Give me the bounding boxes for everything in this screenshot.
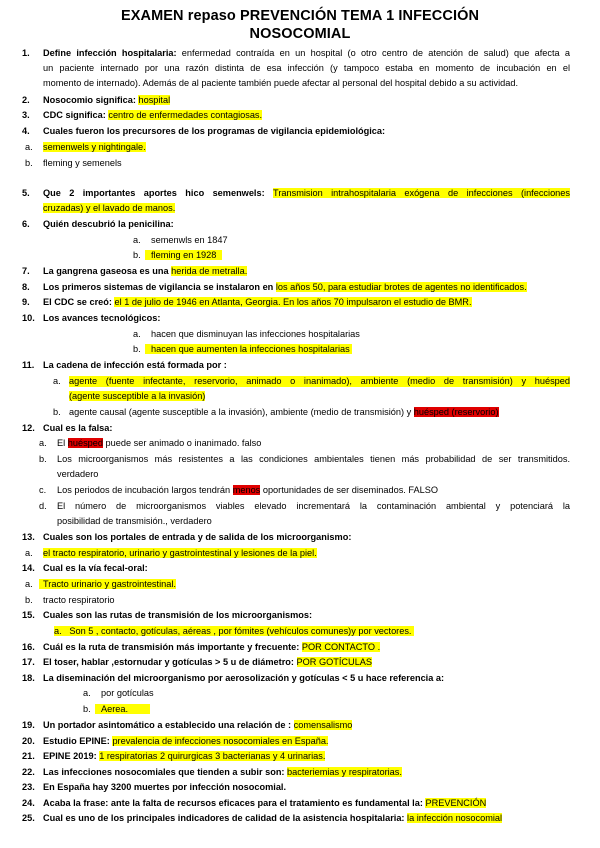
option-d-line-2: posibilidad de transmisión., verdadero bbox=[57, 516, 212, 526]
option-a bbox=[39, 579, 176, 590]
question-text: El toser, hablar ,estornudar y gotículas > 5 u de diámetro: bbox=[43, 657, 297, 667]
option-text: agente causal (agente susceptible a la invasión), ambiente (medio de transmisión) y bbox=[69, 407, 414, 417]
question-number: 13. bbox=[22, 532, 35, 542]
option-c bbox=[57, 485, 438, 496]
option-a-line-2 bbox=[69, 391, 205, 402]
document-title-line-1: EXAMEN repaso PREVENCIÓN TEMA 1 INFECCIÓN bbox=[120, 8, 480, 24]
answer-highlight: los años 50, para estudiar brotes de agentes no identificados. bbox=[275, 282, 527, 292]
option-text: El bbox=[57, 438, 68, 448]
question-text: Define infección hospitalaria: bbox=[43, 48, 177, 58]
option-text: puede ser animado o inanimado. falso bbox=[103, 438, 262, 448]
option-a bbox=[54, 626, 414, 637]
option-a: por gotículas bbox=[101, 688, 154, 698]
question-number: 19. bbox=[22, 720, 35, 730]
option-label: b. bbox=[25, 158, 33, 168]
question-number: 4. bbox=[22, 126, 30, 136]
answer-highlight: comensalismo bbox=[293, 720, 353, 730]
question-text: CDC significa: bbox=[43, 110, 109, 120]
question-number: 5. bbox=[22, 188, 30, 198]
option-a: hacen que disminuyan las infecciones hospitalarias bbox=[151, 329, 360, 339]
option-text: Los periodos de incubación largos tendrán bbox=[57, 485, 233, 495]
option-label: c. bbox=[39, 485, 47, 495]
question-number: 18. bbox=[22, 673, 35, 683]
answer-highlight: cruzadas) y el lavado de manos. bbox=[43, 203, 176, 213]
question-17 bbox=[43, 657, 372, 668]
question-text: Cual es uno de los principales indicadores de calidad de la asistencia hospitalaria: bbox=[43, 813, 408, 823]
question-9 bbox=[43, 297, 472, 308]
option-a bbox=[43, 548, 317, 559]
option-b bbox=[95, 704, 150, 715]
question-number: 7. bbox=[22, 266, 30, 276]
question-number: 20. bbox=[22, 736, 35, 746]
document-title-line-2: NOSOCOMIAL bbox=[249, 26, 351, 42]
answer-highlight: Tracto urinario y gastrointestinal. bbox=[39, 579, 176, 589]
question-text: El CDC se creó: bbox=[43, 297, 115, 307]
answer-highlight: el tracto respiratorio, urinario y gastrointestinal y lesiones de la piel. bbox=[43, 548, 317, 558]
option-d-line-1: El número de microorganismos viables elevado incrementará la contaminación ambiental y potenciará la bbox=[57, 501, 570, 511]
option-a: semenwls en 1847 bbox=[151, 235, 228, 245]
option-label: b. bbox=[39, 454, 47, 464]
question-number: 14. bbox=[22, 563, 35, 573]
answer-highlight: hacen que aumenten la infecciones hospitalarias bbox=[145, 344, 352, 354]
answer-highlight: el 1 de julio de 1946 en Atlanta, Georgia. En los años 70 impulsaron el estudio de BMR. bbox=[114, 297, 472, 307]
question-20 bbox=[43, 736, 328, 747]
question-22 bbox=[43, 767, 402, 778]
question-text: Que 2 importantes aportes hico semenwels: bbox=[43, 188, 274, 198]
question-number: 6. bbox=[22, 219, 30, 229]
option-a bbox=[43, 142, 146, 153]
question-number: 25. bbox=[22, 813, 35, 823]
question-24 bbox=[43, 798, 486, 809]
question-text: Nosocomio significa: bbox=[43, 95, 139, 105]
answer-highlight: (agente susceptible a la invasión) bbox=[69, 391, 206, 401]
option-b: fleming y semenels bbox=[43, 158, 122, 168]
question-23-text: En España hay 3200 muertes por infección nosocomial. bbox=[43, 782, 287, 792]
question-4-text: Cuales fueron los precursores de los programas de vigilancia epidemiológica: bbox=[43, 126, 386, 136]
question-text: Cuál es la ruta de transmisión más importante y frecuente: bbox=[43, 642, 302, 652]
question-15-text: Cuales son las rutas de transmisión de los microorganismos: bbox=[43, 610, 313, 620]
question-2 bbox=[43, 95, 170, 106]
answer-highlight: prevalencia de infecciones nosocomiales en España. bbox=[112, 736, 329, 746]
option-label: a. bbox=[25, 142, 33, 152]
question-5-line-1 bbox=[43, 188, 570, 199]
question-25 bbox=[43, 813, 502, 824]
question-number: 21. bbox=[22, 751, 35, 761]
question-number: 3. bbox=[22, 110, 30, 120]
question-number: 1. bbox=[22, 48, 30, 58]
question-5-line-2 bbox=[43, 203, 175, 214]
option-b-line-2: verdadero bbox=[57, 469, 99, 479]
answer-highlight: POR CONTACTO . bbox=[301, 642, 381, 652]
question-number: 9. bbox=[22, 297, 30, 307]
option-label: a. bbox=[25, 579, 33, 589]
question-1-line-1 bbox=[43, 48, 570, 59]
answer-highlight: bacteriemias y respiratorias. bbox=[287, 767, 402, 777]
question-number: 15. bbox=[22, 610, 35, 620]
red-highlight: menos bbox=[232, 485, 261, 495]
question-text: Las infecciones nosocomiales que tienden a subir son: bbox=[43, 767, 288, 777]
question-21 bbox=[43, 751, 325, 762]
answer-highlight: centro de enfermedades contagiosas. bbox=[108, 110, 263, 120]
answer-highlight: Aerea. bbox=[95, 704, 150, 714]
answer-text: Son 5 , contacto, gotículas, aéreas , por fómites (vehículos comunes)y por vectores. bbox=[69, 626, 412, 636]
question-text: Estudio EPINE: bbox=[43, 736, 113, 746]
option-a-line-1: agente (fuente infectante, reservorio, animado o inanimado), ambiente (medio de transmisión) y huésped bbox=[69, 376, 570, 386]
option-label: b. bbox=[133, 250, 141, 260]
answer-text: enfermedad contraída en un hospital (o otro centro de atención de salud) que afecta a bbox=[176, 48, 570, 58]
question-14-text: Cual es la vía fecal-oral: bbox=[43, 563, 148, 573]
question-11-text: La cadena de infección está formada por : bbox=[43, 360, 227, 370]
option-label: b. bbox=[25, 595, 33, 605]
answer-highlight: semenwels y nightingale. bbox=[43, 142, 146, 152]
question-text: Acaba la frase: ante la falta de recursos eficaces para el tratamiento es fundamental la: bbox=[43, 798, 426, 808]
question-7 bbox=[43, 266, 247, 277]
option-b-line-1: Los microorganismos más resistentes a las condiciones ambientales tienen más probabilidad de ser transmitidos. bbox=[57, 454, 570, 464]
option-label: d. bbox=[39, 501, 47, 511]
option-text: oportunidades de ser diseminados. FALSO bbox=[260, 485, 439, 495]
answer-highlight: herida de metralla. bbox=[171, 266, 248, 276]
answer-highlight bbox=[54, 626, 414, 636]
option-label: b. bbox=[133, 344, 141, 354]
question-8 bbox=[43, 282, 527, 293]
option-label: a. bbox=[25, 548, 33, 558]
question-16 bbox=[43, 642, 380, 653]
option-b bbox=[145, 344, 352, 355]
question-19 bbox=[43, 720, 352, 731]
question-text: La gangrena gaseosa es una bbox=[43, 266, 172, 276]
option-label: a. bbox=[133, 235, 141, 245]
question-number: 22. bbox=[22, 767, 35, 777]
question-text: EPINE 2019: bbox=[43, 751, 100, 761]
option-label: a. bbox=[53, 376, 61, 386]
question-number: 8. bbox=[22, 282, 30, 292]
answer-highlight: la infección nosocomial bbox=[407, 813, 503, 823]
question-3 bbox=[43, 110, 262, 121]
answer-highlight: fleming en 1928 bbox=[145, 250, 222, 260]
option-label: b. bbox=[83, 704, 91, 714]
question-13-text: Cuales son los portales de entrada y de salida de los microorganismo: bbox=[43, 532, 352, 542]
red-highlight: huésped bbox=[67, 438, 103, 448]
question-12-text: Cual es la falsa: bbox=[43, 423, 113, 433]
option-label: a. bbox=[133, 329, 141, 339]
question-number: 23. bbox=[22, 782, 35, 792]
option-label: a. bbox=[83, 688, 91, 698]
answer-highlight: hospital bbox=[138, 95, 171, 105]
question-number: 24. bbox=[22, 798, 35, 808]
question-number: 10. bbox=[22, 313, 35, 323]
option-label: a. bbox=[39, 438, 47, 448]
question-number: 12. bbox=[22, 423, 35, 433]
question-number: 16. bbox=[22, 642, 35, 652]
option-b bbox=[69, 407, 499, 418]
question-1-line-2: un paciente internado por una razón distinta de esa infección (y tampoco estaba en momento de incubación en el bbox=[43, 63, 570, 73]
question-10-text: Los avances tecnológicos: bbox=[43, 313, 161, 323]
option-label: a. bbox=[54, 626, 62, 636]
question-6-text: Quién descubrió la penicilina: bbox=[43, 219, 174, 229]
option-b bbox=[145, 250, 222, 261]
question-text: Un portador asintomático a establecido una relación de : bbox=[43, 720, 294, 730]
red-highlight: huésped (reservorio) bbox=[413, 407, 499, 417]
option-b: tracto respiratorio bbox=[43, 595, 115, 605]
question-number: 17. bbox=[22, 657, 35, 667]
option-a bbox=[57, 438, 261, 449]
question-1-line-3: momento de internado). Además de al paciente también puede afectar al personal del hospital debido a su actividad. bbox=[43, 78, 518, 88]
question-18-text: La diseminación del microorganismo por aerosolización y gotículas < 5 u hace referencia a: bbox=[43, 673, 445, 683]
answer-highlight: PREVENCIÓN bbox=[425, 798, 487, 808]
answer-highlight: Transmision intrahospitalaria exógena de infecciones (infecciones bbox=[273, 188, 570, 198]
question-number: 11. bbox=[22, 360, 35, 370]
question-number: 2. bbox=[22, 95, 30, 105]
option-label: b. bbox=[53, 407, 61, 417]
answer-highlight: POR GOTÍCULAS bbox=[296, 657, 373, 667]
question-text: Los primeros sistemas de vigilancia se instalaron en bbox=[43, 282, 276, 292]
answer-highlight: 1 respiratorias 2 quirurgicas 3 bacterianas y 4 urinarias. bbox=[99, 751, 326, 761]
